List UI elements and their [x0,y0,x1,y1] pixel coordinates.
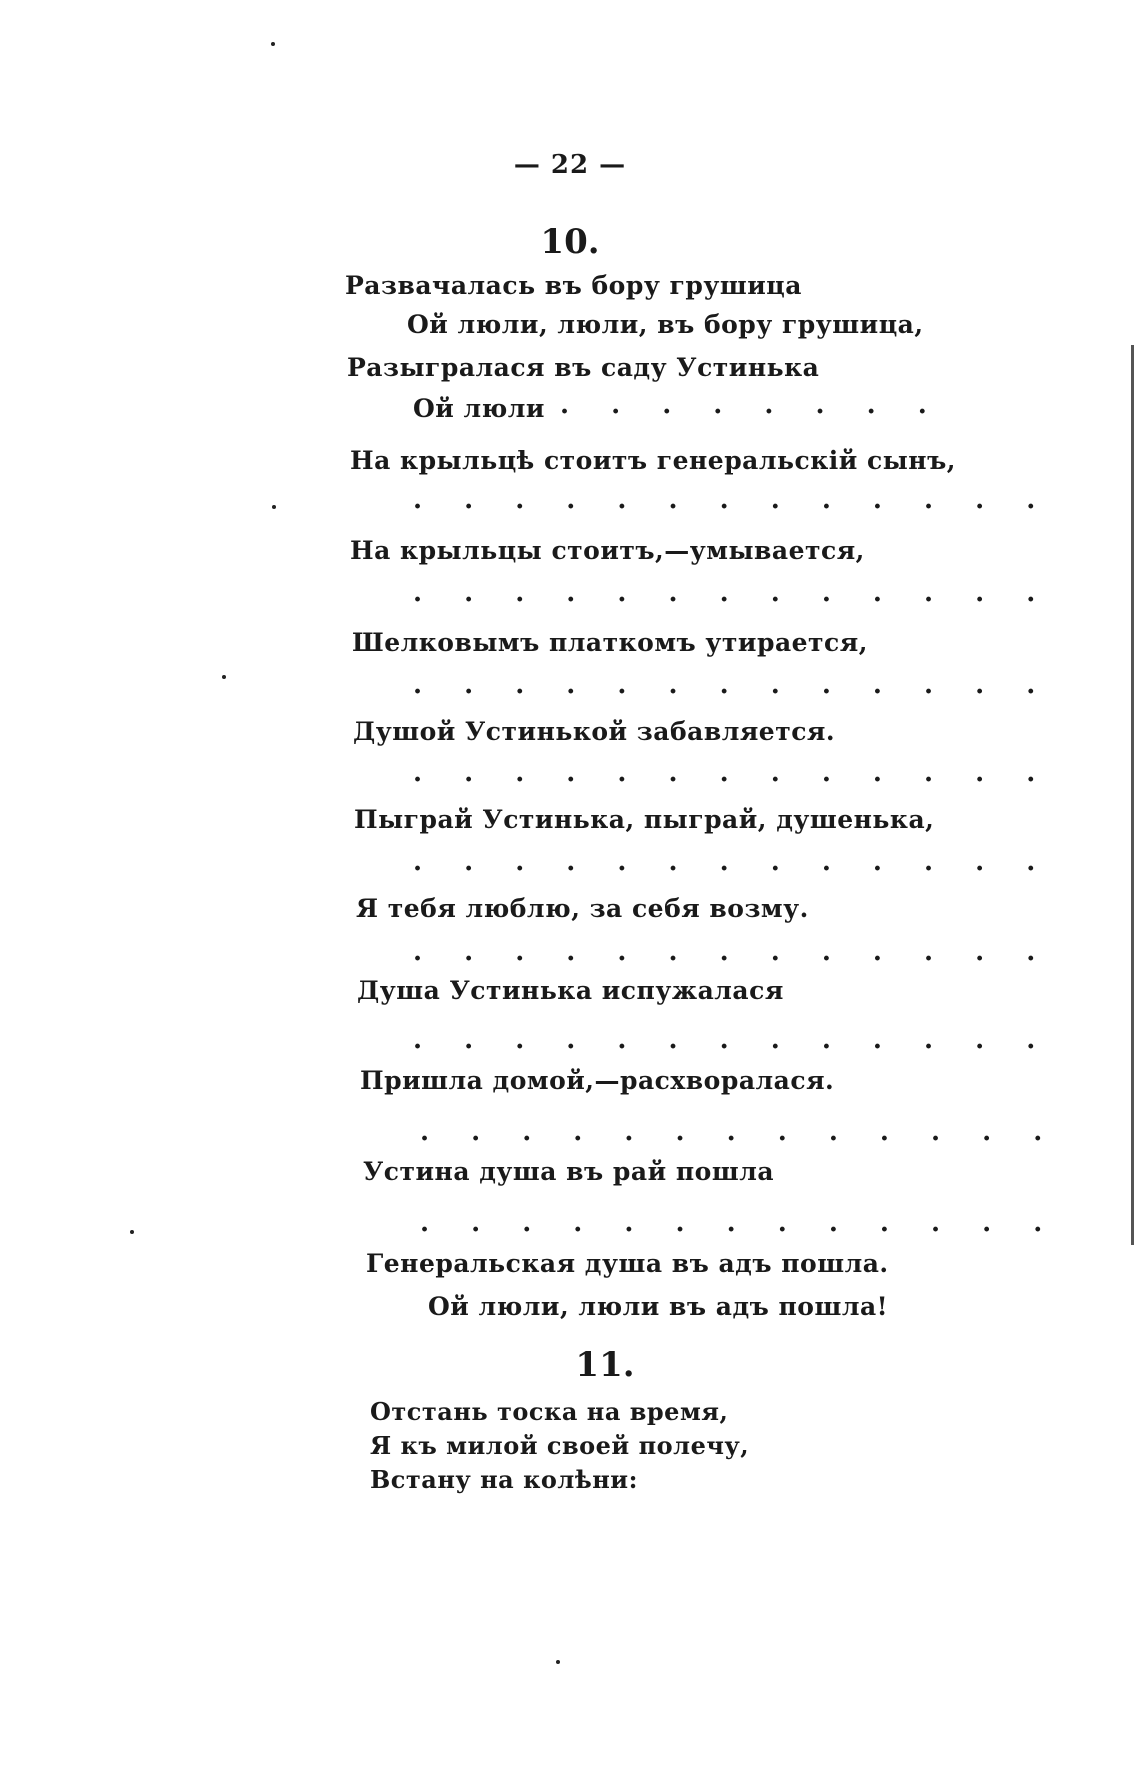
verse-line: Я тебя люблю, за себя возму. [356,894,809,923]
ellipsis-row: . . . . . . . . . . . . . [420,1117,1059,1147]
verse-line: Шелковымъ платкомъ утирается, [352,628,868,657]
verse-line: Пыграй Устинька, пыграй, душенька, [354,805,935,834]
ellipsis-row: . . . . . . . . [560,390,944,420]
verse-line: Разыгралася въ саду Устинька [347,353,820,382]
verse-line: На крыльцѣ стоитъ генеральскій сынъ, [350,446,956,475]
ellipsis-row: . . . . . . . . . . . . . [413,670,1052,700]
verse-line: Развачалась въ бору грушица [345,271,802,300]
song-number-11: 11. [575,1345,635,1385]
ellipsis-row: . . . . . . . . . . . . . [413,578,1052,608]
verse-line: На крыльцы стоитъ,—умывается, [350,536,865,565]
verse-line: Устина душа въ рай пошла [363,1157,775,1186]
page-number: — 22 — [513,150,627,180]
verse-line: Я къ милой своей полечу, [370,1431,750,1460]
verse-line: Ой люли [413,394,545,423]
verse-line: Генеральская душа въ адъ пошла. [366,1249,889,1278]
ellipsis-row: . . . . . . . . . . . . . [413,937,1052,967]
verse-line: Встану на колѣни: [370,1465,638,1494]
song-number-10: 10. [540,222,600,262]
verse-line: Ой люли, люли въ адъ пошла! [428,1292,889,1321]
verse-line: Душа Устинька испужалася [357,976,784,1005]
verse-line: Душой Устинькой забавляется. [353,717,836,746]
ellipsis-row: . . . . . . . . . . . . . [413,1025,1052,1055]
ellipsis-row: . . . . . . . . . . . . . [413,485,1052,515]
ellipsis-row: . . . . . . . . . . . . . [420,1208,1059,1238]
ellipsis-row: . . . . . . . . . . . . . [413,758,1052,788]
page-edge-line [1131,345,1134,1245]
verse-line: Ой люли, люли, въ бору грушица, [407,310,924,339]
ellipsis-row: . . . . . . . . . . . . . [413,847,1052,877]
verse-line: Пришла домой,—расхворалася. [360,1066,835,1095]
verse-line: Отстань тоска на время, [370,1397,729,1426]
